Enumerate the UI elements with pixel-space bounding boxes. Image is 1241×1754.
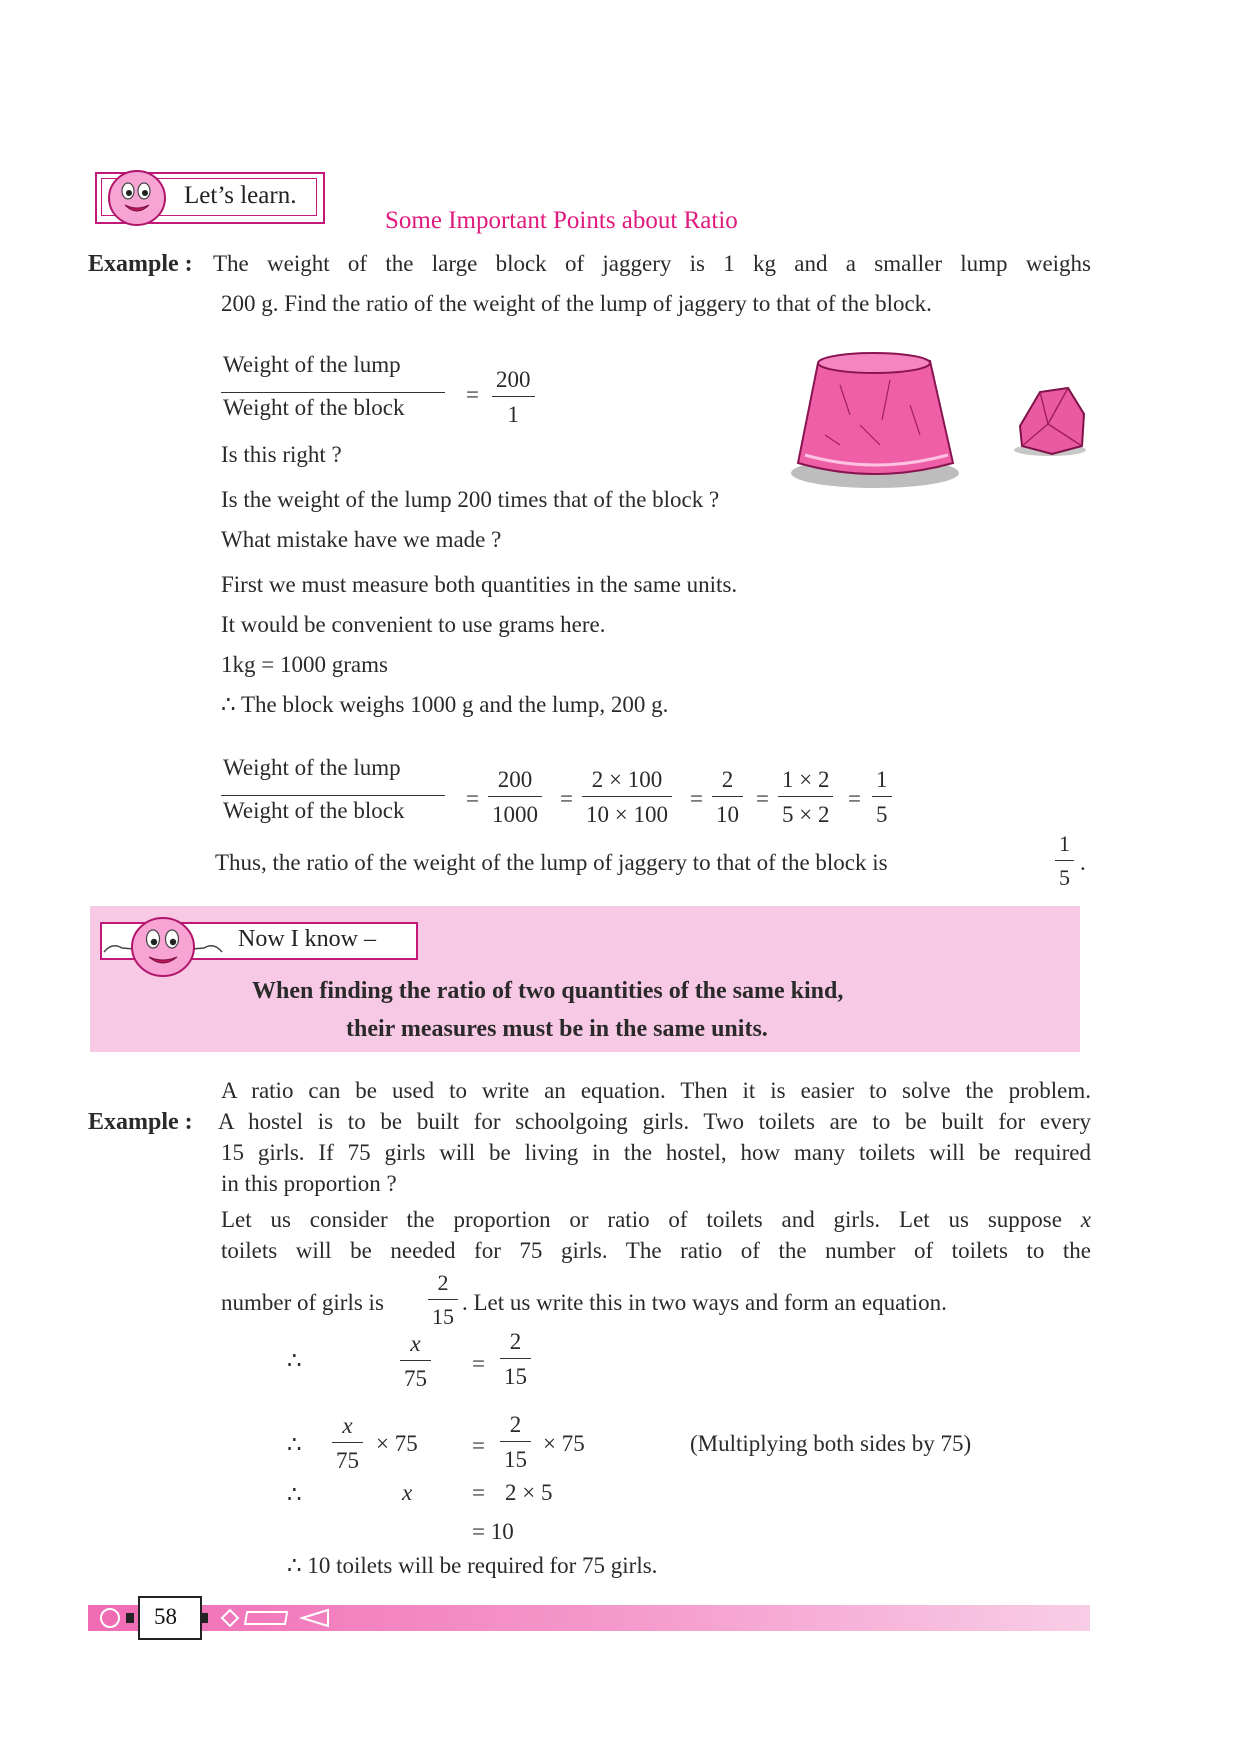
statement-same-units: First we must measure both quantities in the same units. [221, 572, 738, 597]
question-is-this-right: Is this right ? [221, 442, 342, 467]
now-i-know-rule-line2: their measures must be in the same units. [346, 1016, 768, 1042]
toilet-girl-ratio: $\frac{2}{15}$ [430, 1272, 456, 1328]
wrong-ratio-fraction: $\frac{200}{1}$ [494, 368, 533, 426]
example2-line3: in this proportion ? [221, 1171, 397, 1196]
example2-line1: A hostel is to be built for schoolgoing girls. Two toilets are to be built for every [218, 1109, 1091, 1134]
now-i-know-box [90, 906, 1080, 1052]
page-number: 58 [154, 1604, 177, 1629]
x-over-75: $\frac{x}{75}$ [402, 1332, 429, 1390]
example1-line1: The weight of the large block of jaggery is 1 kg and a smaller lump weighs [213, 251, 1091, 276]
two-over-15-step2: $\frac{2}{15}$ [502, 1413, 529, 1471]
statement-weights: ∴ The block weighs 1000 g and the lump, 200 g. [221, 692, 669, 717]
jaggery-lump-image [1012, 384, 1088, 460]
footer-circle-icon [100, 1608, 120, 1628]
lets-learn-label: Let’s learn. [184, 182, 297, 209]
example-label-2: Example : [88, 1109, 193, 1135]
question-200-times: Is the weight of the lump 200 times that of the block ? [221, 487, 720, 512]
equals-sign: = [466, 382, 479, 407]
example2-para-line3b: . Let us write this in two ways and form an equation. [462, 1290, 947, 1315]
chain-fraction-5: $\frac{1}{5}$ [874, 768, 890, 826]
now-i-know-label: Now I know – [238, 926, 376, 952]
smiley-hands-icon [100, 912, 226, 978]
x-over-75-step2: $\frac{x}{75}$ [334, 1414, 361, 1472]
example1-line2: 200 g. Find the ratio of the weight of the lump of jaggery to that of the block. [221, 291, 932, 316]
ratio-equation-intro: A ratio can be used to write an equation. Then it is easier to solve the problem. [221, 1078, 1091, 1103]
example-label: Example : [88, 251, 193, 277]
ratio-conclusion: Thus, the ratio of the weight of the lump of jaggery to that of the block is [215, 850, 888, 875]
jaggery-block-image [790, 345, 960, 495]
statement-kg-grams: 1kg = 1000 grams [221, 652, 388, 677]
therefore-symbol: ∴ [287, 1348, 302, 1373]
now-i-know-rule-line1: When finding the ratio of two quantities of the same kind, [252, 978, 844, 1004]
example2-para-line3a: number of girls is [221, 1290, 384, 1315]
chain-fraction-1: $\frac{200}{1000}$ [490, 768, 540, 826]
chain-fraction-3: $\frac{2}{10}$ [714, 768, 741, 826]
multiplying-note: (Multiplying both sides by 75) [690, 1431, 972, 1456]
conclusion-fraction: $\frac{1}{5}$ [1057, 833, 1072, 889]
statement-grams: It would be convenient to use grams here. [221, 612, 606, 637]
example2-para-line1: Let us consider the proportion or ratio of toilets and girls. Let us suppose x [221, 1207, 1091, 1232]
chain-fraction-2: $\frac{2 \times 100}{10 \times 100}$ [584, 768, 670, 826]
example2-line2: 15 girls. If 75 girls will be living in the hostel, how many toilets will be required [221, 1140, 1091, 1165]
lets-learn-badge [95, 172, 325, 224]
section-heading: Some Important Points about Ratio [385, 207, 738, 234]
two-over-15: $\frac{2}{15}$ [502, 1330, 529, 1388]
example2-para-line2: toilets will be needed for 75 girls. The ratio of the number of toilets to the [221, 1238, 1091, 1263]
toilets-conclusion: ∴ 10 toilets will be required for 75 girls. [287, 1553, 658, 1578]
smiley-icon [107, 169, 167, 227]
chain-fraction-4: $\frac{1 \times 2}{5 \times 2}$ [780, 768, 831, 826]
footer-shapes-icon [218, 1607, 338, 1629]
question-mistake: What mistake have we made ? [221, 527, 502, 552]
